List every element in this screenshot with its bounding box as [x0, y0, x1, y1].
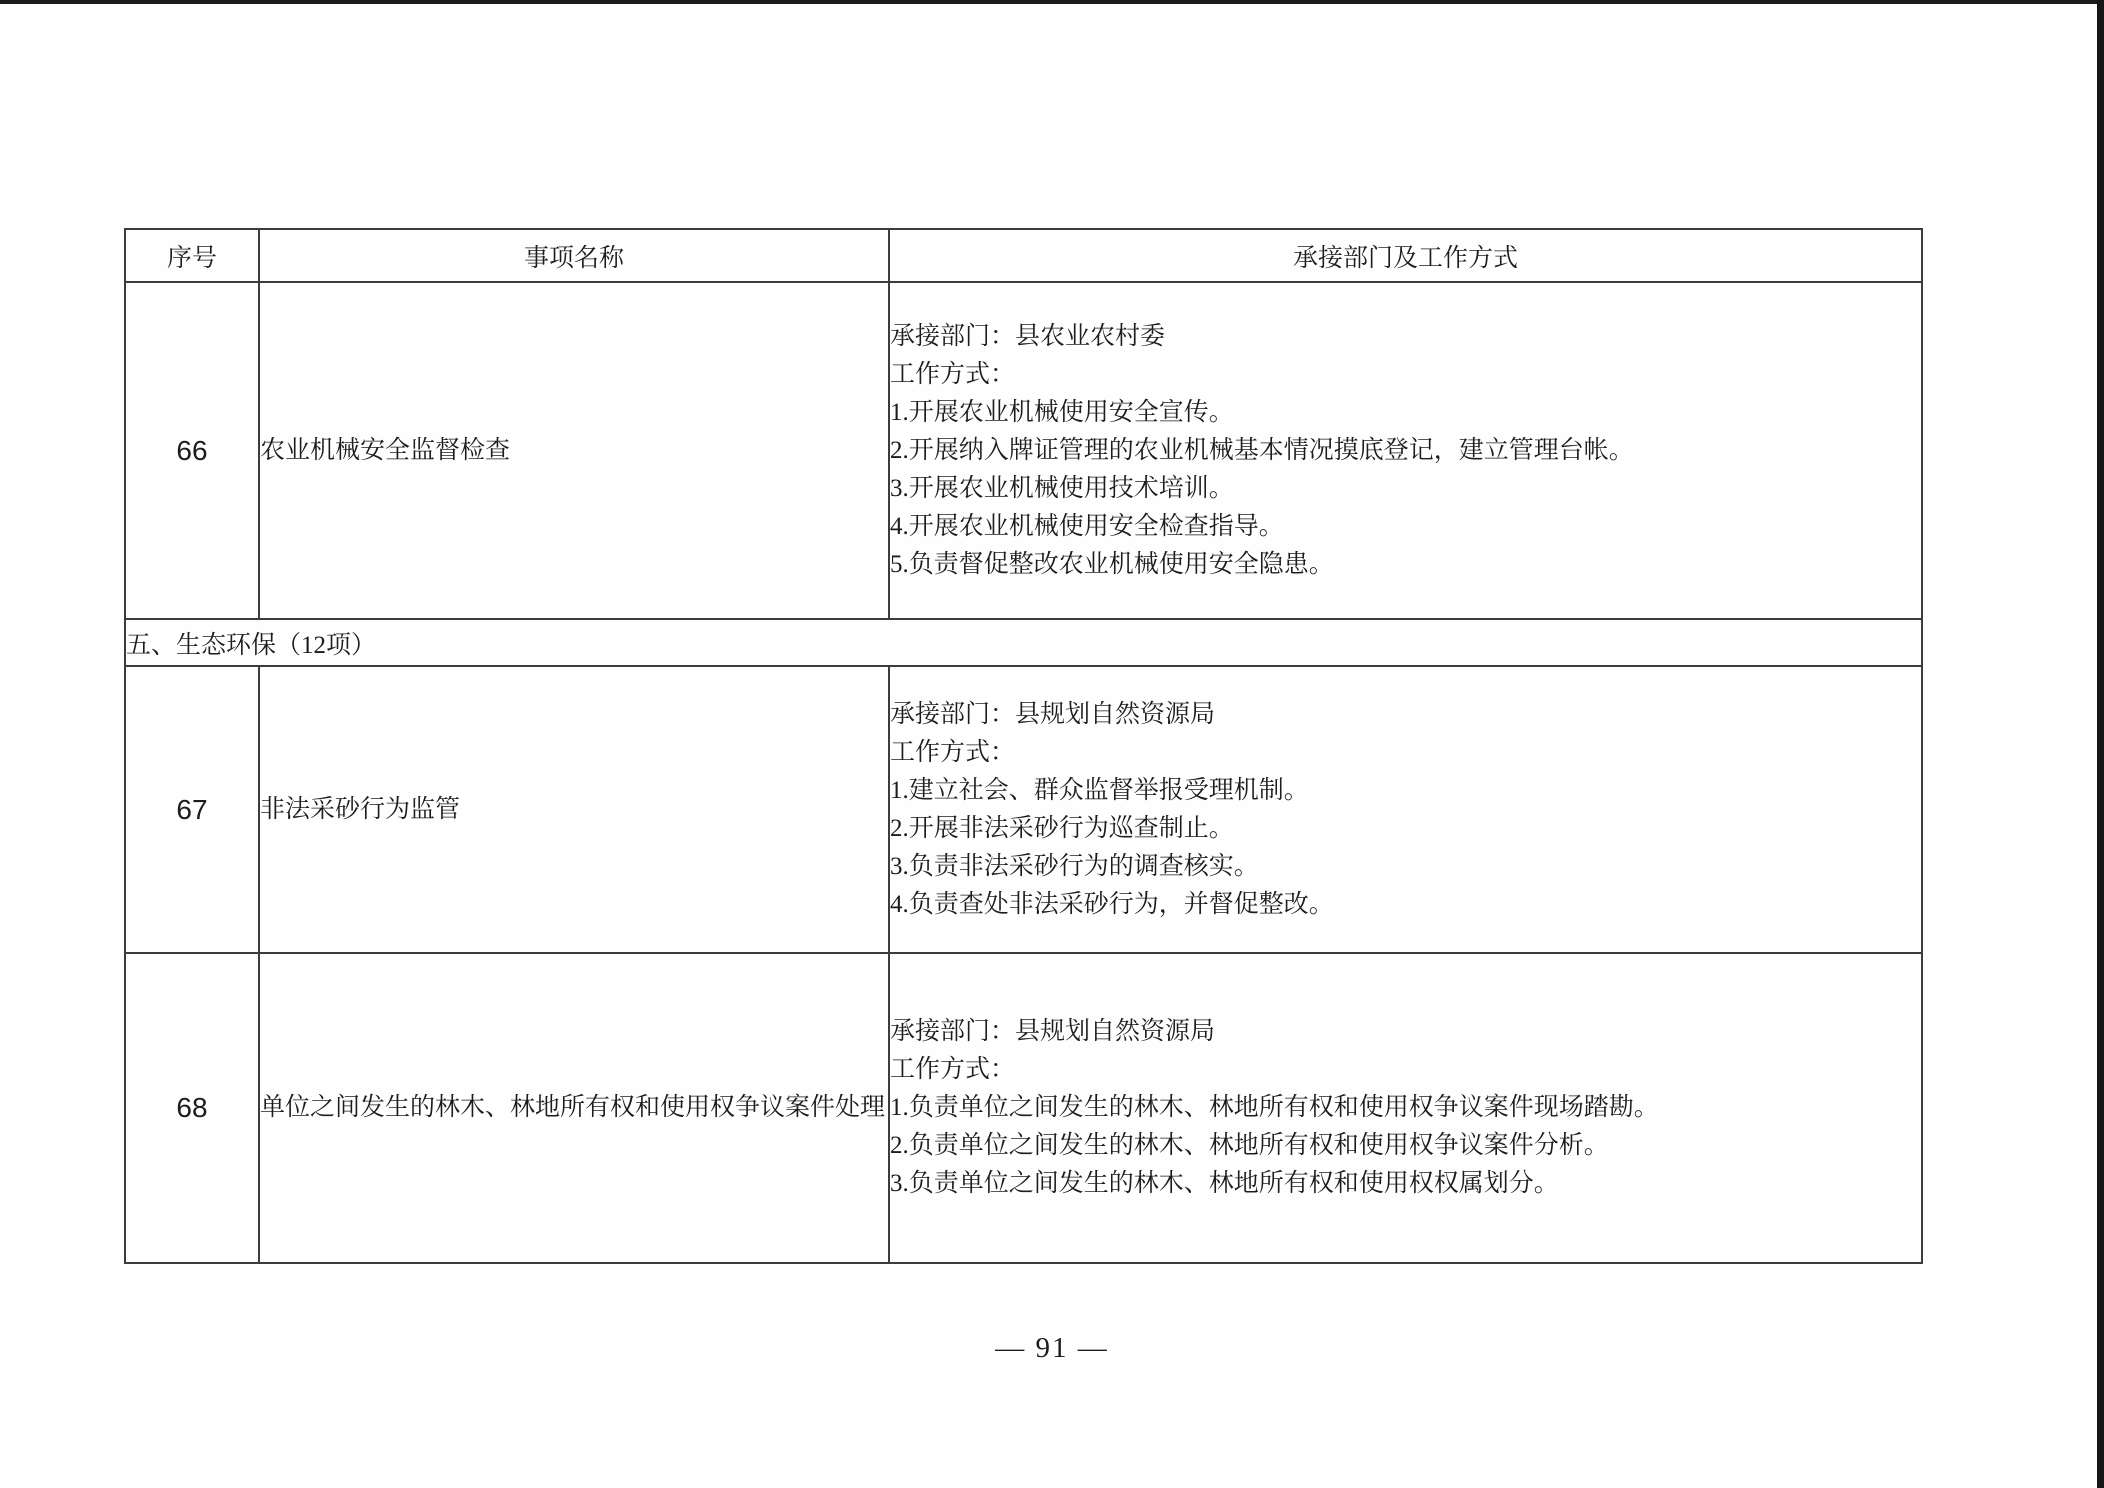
detail-line: 1.负责单位之间发生的林木、林地所有权和使用权争议案件现场踏勘。 [890, 1094, 1659, 1121]
detail-line: 1.建立社会、群众监督举报受理机制。 [890, 776, 1309, 804]
scan-edge-right [2097, 0, 2104, 1488]
col-header-serial: 序号 [125, 229, 259, 282]
table-row-66 [125, 282, 1922, 619]
section-header-label: 五、生态环保（12项） [125, 619, 1922, 666]
scan-edge-top [0, 0, 2104, 4]
detail-line: 2.开展纳入牌证管理的农业机械基本情况摸底登记，建立管理台帐。 [890, 436, 1634, 464]
col-header-item-name: 事项名称 [259, 229, 889, 282]
detail-line: 1.开展农业机械使用安全宣传。 [890, 398, 1234, 426]
section-header-row [125, 619, 1922, 666]
matters-table [124, 228, 1923, 1264]
detail-line: 3.开展农业机械使用技术培训。 [890, 474, 1234, 502]
row-66-number: 66 [125, 282, 259, 619]
row-67-detail [889, 666, 1922, 953]
detail-line: 5.负责督促整改农业机械使用安全隐患。 [890, 550, 1334, 578]
detail-line: 4.开展农业机械使用安全检查指导。 [890, 512, 1284, 540]
row-66-item-name: 农业机械安全监督检查 [259, 282, 889, 619]
row-68-item-name: 单位之间发生的林木、林地所有权和使用权争议案件处理 [259, 953, 889, 1263]
page-number: — 91 — [995, 1332, 1109, 1364]
row-68-number: 68 [125, 953, 259, 1263]
detail-line: 2.负责单位之间发生的林木、林地所有权和使用权争议案件分析。 [890, 1132, 1609, 1159]
detail-line: 3.负责非法采砂行为的调查核实。 [890, 852, 1259, 880]
detail-line: 承接部门：县规划自然资源局 [890, 1018, 1216, 1045]
table-row-67 [125, 666, 1922, 953]
row-68-detail [889, 953, 1922, 1263]
table-row-68 [125, 953, 1922, 1263]
detail-line: 承接部门：县规划自然资源局 [890, 700, 1216, 728]
detail-line: 2.开展非法采砂行为巡查制止。 [890, 814, 1234, 842]
detail-line: 3.负责单位之间发生的林木、林地所有权和使用权权属划分。 [890, 1170, 1559, 1197]
row-66-detail [889, 282, 1922, 619]
detail-line: 工作方式： [890, 738, 1016, 766]
detail-line: 工作方式： [890, 360, 1016, 388]
detail-line: 4.负责查处非法采砂行为，并督促整改。 [890, 890, 1334, 918]
col-header-department: 承接部门及工作方式 [889, 229, 1922, 282]
row-67-item-name: 非法采砂行为监管 [259, 666, 889, 953]
detail-line: 工作方式： [890, 1056, 1016, 1083]
table-header-row [125, 229, 1922, 282]
row-67-number: 67 [125, 666, 259, 953]
detail-line: 承接部门：县农业农村委 [890, 322, 1166, 350]
